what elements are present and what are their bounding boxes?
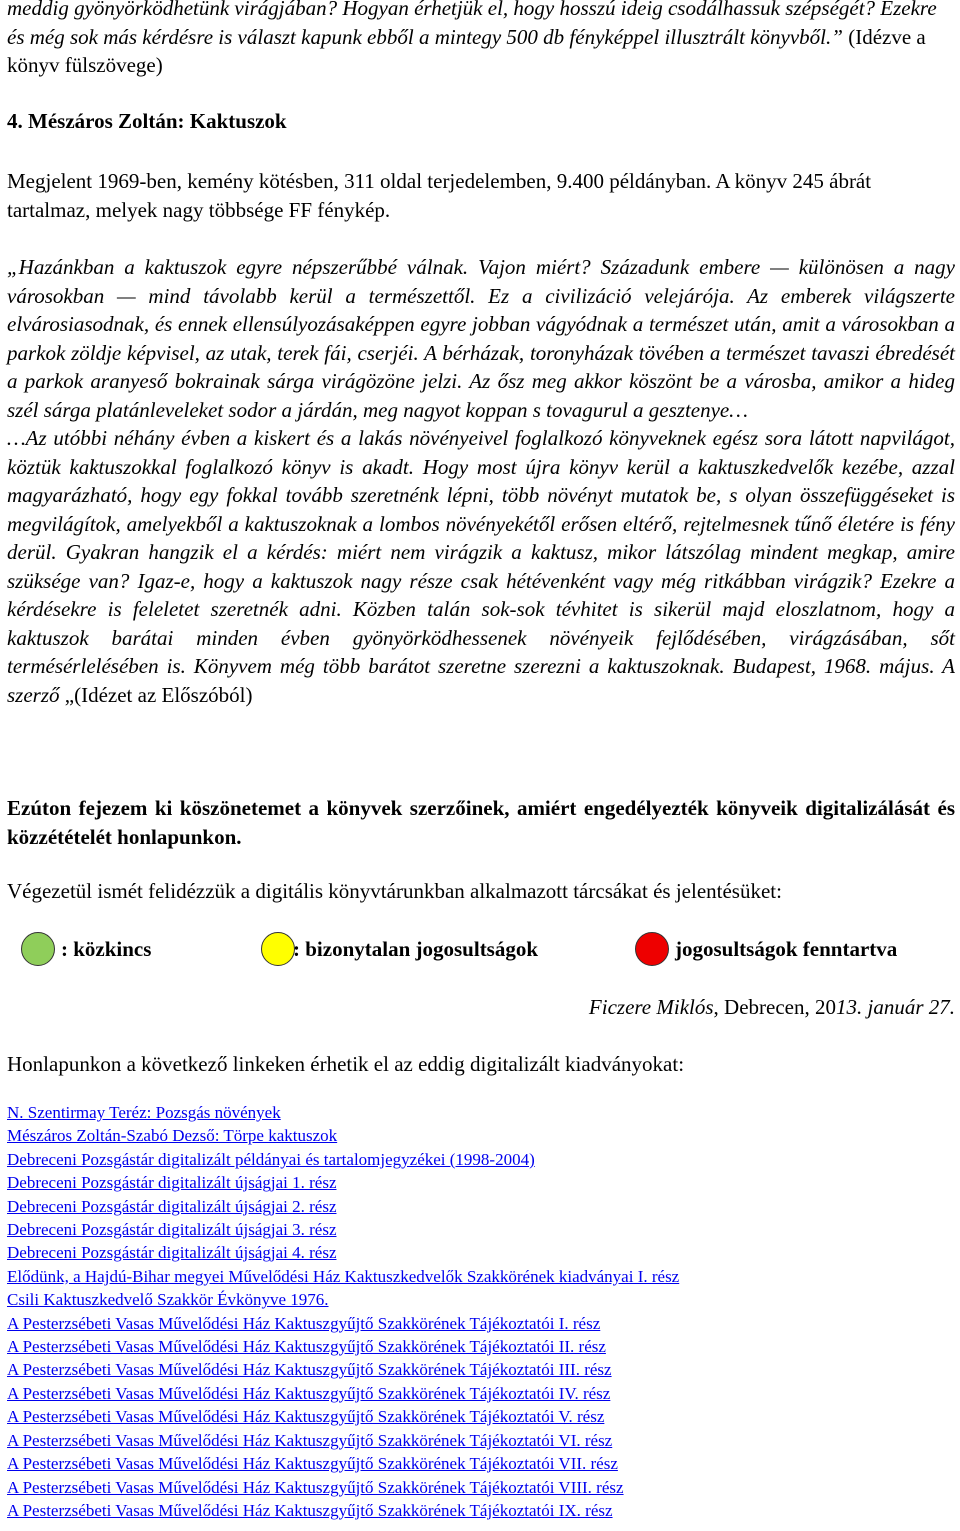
thanks-paragraph: Ezúton fejezem ki köszönetemet a könyvek szerzőinek, amiért engedélyezték könyveik digitalizálását és közzétételét honlapunkon. bbox=[7, 796, 955, 849]
preface-quote bbox=[7, 253, 955, 709]
link-item[interactable]: Debreceni Pozsgástár digitalizált újságjai 1. rész bbox=[7, 1173, 337, 1193]
green-disc-icon bbox=[21, 932, 55, 966]
link-item[interactable]: A Pesterzsébeti Vasas Művelődési Ház Kaktuszgyűjtő Szakkörének Tájékoztatói VIII. rész bbox=[7, 1477, 624, 1497]
link-item[interactable]: A Pesterzsébeti Vasas Művelődési Ház Kaktuszgyűjtő Szakkörének Tájékoztatói II. rész bbox=[7, 1337, 606, 1357]
quote-paragraph-1: „Hazánkban a kaktuszok egyre népszerűbbé válnak. Vajon miért? Századunk embere — különösen a nagy városokban — mind távolabb kerül a természettől. Ez a civilizáció velejárója. Az emberek világszerte elvárosiasodnak, és ennek ellensúlyozásaképpen egyre jobban vágyódnak a természet után, amit a városokban a parkok zöldje képvisel, az utak, terek fái, cserjéi. A bérházak, toronyházak tövében a természet tavaszi ébredését a parkok aranyeső bokrainak sárga virágözöne jelzi. Az ősz meg akkor köszönt be a városba, amikor a hideg szél sárga platánleveleket sodor a járdán, meg nagyot koppan s tovagurul a gesztenye… bbox=[7, 255, 955, 422]
link-item[interactable]: A Pesterzsébeti Vasas Művelődési Ház Kaktuszgyűjtő Szakkörének Tájékoztatói IV. rész bbox=[7, 1383, 611, 1403]
link-item[interactable]: A Pesterzsébeti Vasas Művelődési Ház Kaktuszgyűjtő Szakkörének Tájékoztatói I. rész bbox=[7, 1313, 601, 1333]
link-item[interactable]: A Pesterzsébeti Vasas Művelődési Ház Kaktuszgyűjtő Szakkörének Tájékoztatói V. rész bbox=[7, 1407, 605, 1427]
legend-item-public-domain bbox=[21, 929, 151, 969]
signature-date: 13. január 27. bbox=[835, 995, 955, 1019]
yellow-disc-icon bbox=[261, 932, 295, 966]
legend-label-public-domain: : közkincs bbox=[61, 936, 152, 961]
legend-label-rights-reserved: jogosultságok fenntartva bbox=[675, 936, 898, 961]
intro-italic-text: meddig gyönyörködhetünk virágjában? Hogyan érhetjük el, hogy hosszú ideig csodálhassuk szépségét? Ezekre és még sok más kérdésre is választ kapunk ebből a mintegy 500 db fényképpel illusztrált könyvből.” bbox=[7, 0, 937, 49]
link-item[interactable]: A Pesterzsébeti Vasas Művelődési Ház Kaktuszgyűjtő Szakkörének Tájékoztatói III. rész bbox=[7, 1360, 612, 1380]
signature-place: , Debrecen, 20 bbox=[713, 995, 836, 1019]
link-item[interactable]: Elődünk, a Hajdú-Bihar megyei Művelődési Ház Kaktuszkedvelők Szakkörének kiadványai I. rész bbox=[7, 1266, 680, 1286]
link-item[interactable]: Debreceni Pozsgástár digitalizált újságjai 3. rész bbox=[7, 1220, 337, 1240]
legend-item-rights-reserved bbox=[635, 929, 897, 969]
legend-label-uncertain-rights: : bizonytalan jogosultságok bbox=[293, 936, 539, 961]
legend-intro: Végezetül ismét felidézzük a digitális könyvtárunkban alkalmazott tárcsákat és jelentésüket: bbox=[7, 879, 782, 903]
quote-source-note: „(Idézet az Előszóból) bbox=[59, 682, 253, 707]
red-disc-icon bbox=[635, 932, 669, 966]
quote-paragraph-2-text: …Az utóbbi néhány évben a kiskert és a lakás növényeivel foglalkozó könyveknek egész sora látott napvilágot, köztük kaktuszokkal foglalkozó könyv is akadt. Hogy most újra könyv kerül a kaktuszkedvelők kezébe, azzal magyarázható, hogy egy fokkal tovább szeretnénk lépni, több növényt mutatok be, s olyan összefüggéseket is megvilágítok, amelyekből a kaktuszoknak a lombos növényekétől erősen eltérő, rejtelmesnek tűnő életére is fény derül. Gyakran hangzik el a kérdés: miért nem virágzik a kaktusz, mikor látszólag mindent megkap, amire szüksége van? Igaz-e, hogy a kaktuszok nagy része csak hétévenként vagy még ritkábban virágzik? Ezekre a kérdésekre is feleletet szeretnék adni. Közben talán sok-sok tévhitet is sikerül majd eloszlatnom, hogy a kaktuszok barátai minden évben gyönyörködhessenek növényeik fejlődésében, virágzásában, sőt termésérlelésében is. Könyvem még több barátot szeretne szerezni a kaktuszoknak. Budapest, 1968. május. A szerző bbox=[7, 426, 955, 707]
link-item[interactable]: Debreceni Pozsgástár digitalizált újságjai 4. rész bbox=[7, 1243, 337, 1263]
link-item[interactable]: A Pesterzsébeti Vasas Művelődési Ház Kaktuszgyűjtő Szakkörének Tájékoztatói VII. rész bbox=[7, 1454, 618, 1474]
link-item[interactable]: A Pesterzsébeti Vasas Művelődési Ház Kaktuszgyűjtő Szakkörének Tájékoztatói IX. rész bbox=[7, 1500, 613, 1520]
link-item[interactable]: Mészáros Zoltán-Szabó Dezső: Törpe kaktuszok bbox=[7, 1126, 338, 1146]
signature bbox=[589, 993, 955, 1021]
links-list bbox=[7, 1101, 679, 1522]
book-heading: 4. Mészáros Zoltán: Kaktuszok bbox=[7, 109, 287, 133]
link-item[interactable]: Debreceni Pozsgástár digitalizált példányai és tartalomjegyzékei (1998-2004) bbox=[7, 1149, 535, 1169]
intro-source-note: (Idézve a könyv fülszövege) bbox=[7, 24, 926, 77]
book-info: Megjelent 1969-ben, kemény kötésben, 311 oldal terjedelemben, 9.400 példányban. A könyv 245 ábrát tartalmaz, melyek nagy többsége FF fénykép. bbox=[7, 169, 872, 222]
link-item[interactable]: Debreceni Pozsgástár digitalizált újságjai 2. rész bbox=[7, 1196, 337, 1216]
links-intro: Honlapunkon a következő linkeken érhetik el az eddig digitalizált kiadványokat: bbox=[7, 1052, 685, 1076]
link-item[interactable]: Csili Kaktuszkedvelő Szakkör Évkönyve 1976. bbox=[7, 1290, 329, 1310]
signature-name: Ficzere Miklós bbox=[588, 995, 714, 1019]
link-item[interactable]: N. Szentirmay Teréz: Pozsgás növények bbox=[7, 1103, 281, 1122]
intro-paragraph bbox=[7, 0, 955, 80]
quote-paragraph-2 bbox=[7, 424, 955, 709]
link-item[interactable]: A Pesterzsébeti Vasas Művelődési Ház Kaktuszgyűjtő Szakkörének Tájékoztatói VI. rész bbox=[7, 1430, 613, 1450]
legend-item-uncertain-rights bbox=[261, 929, 538, 969]
